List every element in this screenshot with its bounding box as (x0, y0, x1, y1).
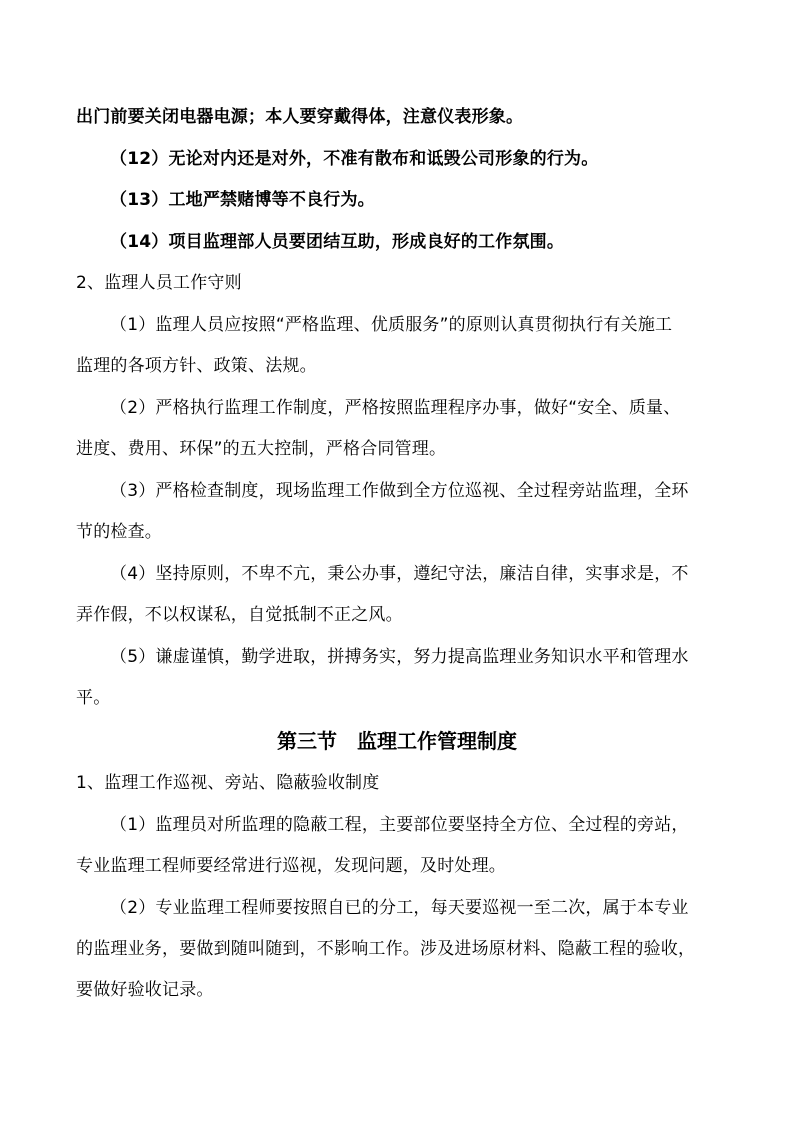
rule-item-12: （12）无论对内还是对外，不准有散布和诋毁公司形象的行为。 (110, 149, 599, 169)
work-rule-4-line-2: 弄作假，不以权谋私，自觉抵制不正之风。 (76, 605, 403, 625)
work-rule-5-line-1: （5）谦虚谨慎，勤学进取，拼搏务实，努力提高监理业务知识水平和管理水 (110, 647, 689, 667)
work-rule-3-line-1: （3）严格检查制度，现场监理工作做到全方位巡视、全过程旁站监理，全环 (110, 481, 689, 501)
inspection-rule-2-line-1: （2）专业监理工程师要按照自已的分工，每天要巡视一至二次，属于本专业 (110, 898, 689, 918)
heading-work-rules: 2、监理人员工作守则 (76, 273, 242, 293)
work-rule-1-line-2: 监理的各项方针、政策、法规。 (76, 356, 317, 376)
inspection-rule-1-line-1: （1）监理员对所监理的隐蔽工程，主要部位要坚持全方位、全过程的旁站， (110, 815, 689, 835)
work-rule-2-line-2: 进度、费用、环保”的五大控制，严格合同管理。 (76, 439, 447, 459)
inspection-rule-1-line-2: 专业监理工程师要经常进行巡视，发现问题，及时处理。 (76, 856, 506, 876)
work-rule-5-line-2: 平。 (76, 688, 111, 708)
heading-inspection-system: 1、监理工作巡视、旁站、隐蔽验收制度 (76, 773, 380, 793)
rule-item-14: （14）项目监理部人员要团结互助，形成良好的工作氛围。 (110, 232, 565, 252)
paragraph-continuation: 出门前要关闭电器电源；本人要穿戴得体，注意仪表形象。 (76, 107, 524, 127)
rule-item-13: （13）工地严禁赌博等不良行为。 (110, 190, 375, 210)
work-rule-3-line-2: 节的检查。 (76, 522, 162, 542)
work-rule-4-line-1: （4）坚持原则，不卑不亢，秉公办事，遵纪守法，廉洁自律，实事求是，不 (110, 564, 689, 584)
work-rule-2-line-1: （2）严格执行监理工作制度，严格按照监理程序办事，做好“安全、质量、 (110, 398, 681, 418)
inspection-rule-2-line-3: 要做好验收记录。 (76, 980, 214, 1000)
work-rule-1-line-1: （1）监理人员应按照“严格监理、优质服务”的原则认真贯彻执行有关施工 (110, 315, 673, 335)
section-title: 第三节 监理工作管理制度 (277, 729, 517, 753)
inspection-rule-2-line-2: 的监理业务，要做到随叫随到，不影响工作。涉及进场原材料、隐蔽工程的验收， (76, 939, 696, 959)
